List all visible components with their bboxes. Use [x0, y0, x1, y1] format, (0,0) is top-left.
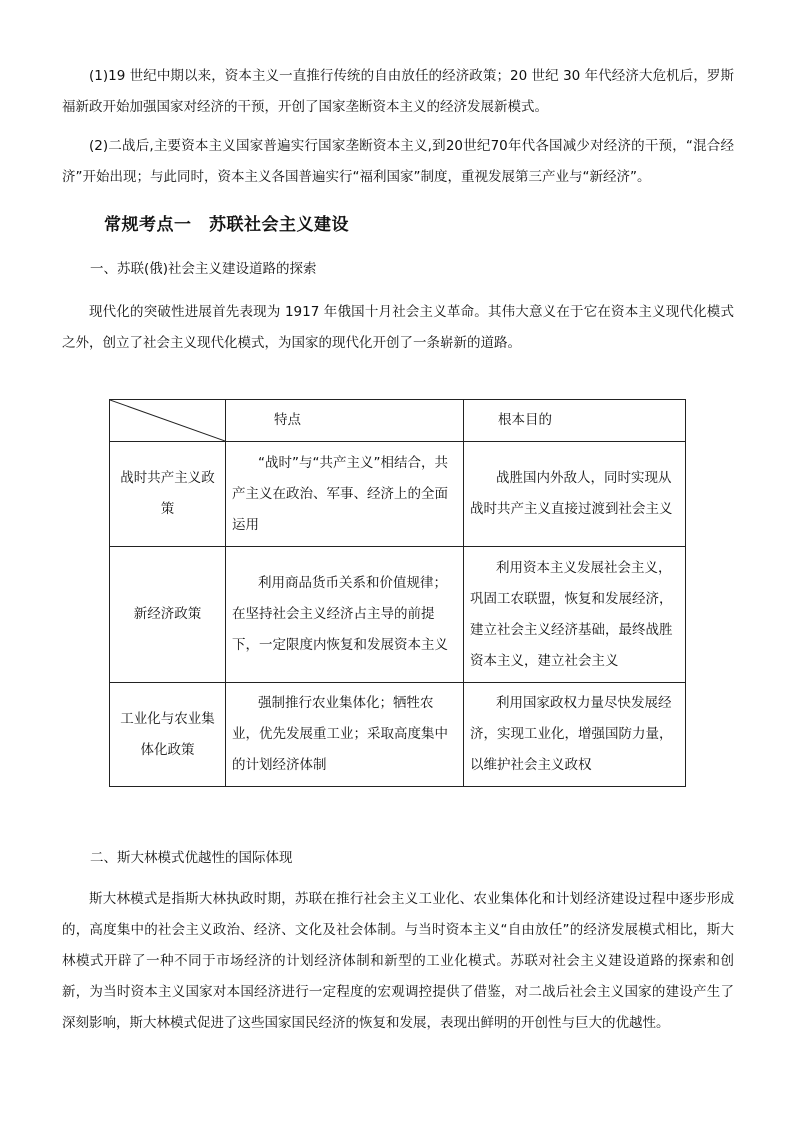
row-purpose: 战胜国内外敌人，同时实现从战时共产主义直接过渡到社会主义 [464, 442, 686, 547]
table-corner-cell [110, 400, 226, 442]
table-row [110, 547, 686, 683]
intro-paragraph-2: (2)二战后,主要资本主义国家普遍实行国家垄断资本主义,到20世纪70年代各国减少对经济的干预，“混合经济”开始出现；与此同时，资本主义各国普遍实行“福利国家”制度，重视发展第三产业与“新经济”。 [62, 138, 734, 185]
table-row [110, 442, 686, 547]
header-purpose: 根本目的 [464, 400, 686, 442]
diagonal-line [110, 400, 225, 441]
stalin-model-paragraph: 斯大林模式是指斯大林执政时期，苏联在推行社会主义工业化、农业集体化和计划经济建设过程中逐步形成的，高度集中的社会主义政治、经济、文化及社会体制。与当时资本主义“自由放任”的经济发展模式相比，斯大林模式开辟了一种不同于市场经济的计划经济体制和新型的工业化模式。苏联对社会主义建设道路的探索和创新，为当时资本主义国家对本国经济进行一定程度的宏观调控提供了借鉴，对二战后社会主义国家的建设产生了深刻影响，斯大林模式促进了这些国家国民经济的恢复和发展，表现出鲜明的开创性与巨大的优越性。 [62, 891, 734, 1031]
table-header-row [110, 400, 686, 442]
intro-paragraph-1: (1)19 世纪中期以来，资本主义一直推行传统的自由放任的经济政策；20 世纪 30 年代经济大危机后，罗斯福新政开始加强国家对经济的干预，开创了国家垄断资本主义的经济发展新模式。 [62, 68, 734, 115]
october-revolution-paragraph: 现代化的突破性进展首先表现为 1917 年俄国十月社会主义革命。其伟大意义在于它在资本主义现代化模式之外，创立了社会主义现代化模式，为国家的现代化开创了一条崭新的道路。 [62, 304, 734, 351]
row-name-nep: 新经济政策 [110, 547, 226, 683]
section-heading: 常规考点一 苏联社会主义建设 [104, 215, 349, 235]
subheading-stalin-model: 二、斯大林模式优越性的国际体现 [90, 850, 293, 866]
row-feature: “战时”与“共产主义”相结合，共产主义在政治、军事、经济上的全面运用 [226, 442, 464, 547]
row-feature: 利用商品货币关系和价值规律；在坚持社会主义经济占主导的前提下，一定限度内恢复和发展资本主义 [226, 547, 464, 683]
row-feature: 强制推行农业集体化；牺牲农业，优先发展重工业；采取高度集中的计划经济体制 [226, 683, 464, 787]
row-purpose: 利用资本主义发展社会主义，巩固工农联盟，恢复和发展经济，建立社会主义经济基础，最终战胜资本主义，建立社会主义 [464, 547, 686, 683]
subheading-exploration: 一、苏联(俄)社会主义建设道路的探索 [90, 261, 317, 277]
row-name-war-communism: 战时共产主义政策 [110, 442, 226, 547]
row-purpose: 利用国家政权力量尽快发展经济，实现工业化，增强国防力量，以维护社会主义政权 [464, 683, 686, 787]
policy-table [109, 399, 686, 787]
row-name-industrialization: 工业化与农业集体化政策 [110, 683, 226, 787]
table-row [110, 683, 686, 787]
header-feature: 特点 [226, 400, 464, 442]
